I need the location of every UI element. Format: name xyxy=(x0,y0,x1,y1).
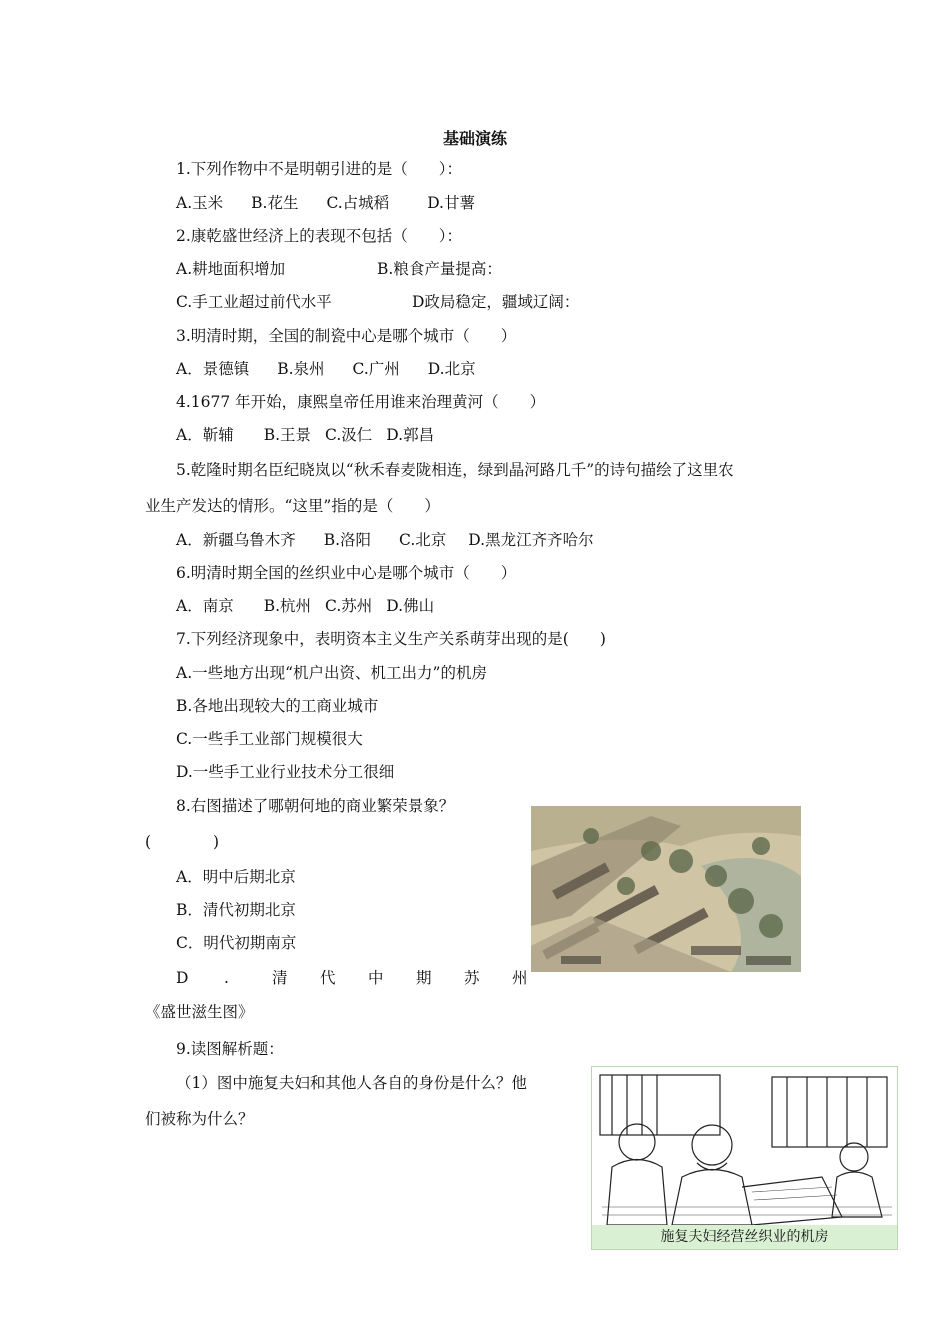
q4-option-c: C.汲仁 xyxy=(325,426,373,444)
q4-option-b: B.王景 xyxy=(263,426,312,444)
q8-option-d-char: 代 xyxy=(320,969,336,987)
q1-stem: 1.下列作物中不是明朝引进的是（ ）： xyxy=(176,160,463,178)
q3-options xyxy=(176,358,504,380)
q6-option-d: D.佛山 xyxy=(386,597,435,615)
q2-option-a: A.耕地面积增加 xyxy=(176,260,286,278)
q2-option-b: B.粮食产量提高： xyxy=(377,260,502,278)
q9-sub1-line1: （1）图中施复夫妇和其他人各自的身份是什么？他 xyxy=(176,1074,527,1092)
q8-option-a: A．明中后期北京 xyxy=(176,868,296,886)
q6-options xyxy=(176,595,462,617)
q8-option-c: C．明代初期南京 xyxy=(176,934,297,952)
q1-option-b: B.花生 xyxy=(251,194,299,212)
q9-sub1-line2: 们被称为什么？ xyxy=(145,1110,254,1128)
city-scroll-painting xyxy=(531,806,801,972)
q8-option-d-char: 州 xyxy=(512,969,528,987)
q5-option-a: A．新疆乌鲁木齐 xyxy=(176,531,296,549)
q8-option-d-char: 中 xyxy=(368,969,384,987)
silk-workshop-caption: 施复夫妇经营丝织业的机房 xyxy=(592,1225,897,1249)
q1-option-c: C.占城稻 xyxy=(326,194,390,212)
q5-stem-line1: 5.乾隆时期名臣纪晓岚以“秋禾春麦陇相连，绿到晶河路几千”的诗句描绘了这里农 xyxy=(176,461,734,479)
silk-workshop-illustration xyxy=(591,1066,898,1250)
q2-stem: 2.康乾盛世经济上的表现不包括（ ）： xyxy=(176,227,463,245)
q1-option-a: A.玉米 xyxy=(176,194,224,212)
q4-option-a: A．靳辅 xyxy=(176,426,234,444)
q2-option-d: D政局稳定，疆域辽阔： xyxy=(412,293,580,311)
q8-option-b: B．清代初期北京 xyxy=(176,901,296,919)
q3-stem: 3.明清时期，全国的制瓷中心是哪个城市（ ） xyxy=(176,327,517,345)
q6-option-a: A．南京 xyxy=(176,597,234,615)
q8-figure-caption: 《盛世滋生图》 xyxy=(145,1003,254,1021)
q4-option-d: D.郭昌 xyxy=(386,426,435,444)
q3-option-b: B.泉州 xyxy=(277,360,325,378)
q3-option-d: D.北京 xyxy=(427,360,476,378)
q5-option-b: B.洛阳 xyxy=(323,531,372,549)
q8-answer-paren: ( ) xyxy=(145,833,220,851)
q9-stem: 9.读图解析题： xyxy=(176,1040,284,1058)
q7-option-d: D.一些手工业行业技术分工很细 xyxy=(176,763,395,781)
page-title: 基础演练 xyxy=(442,129,507,148)
q5-option-c: C.北京 xyxy=(399,531,447,549)
q6-stem: 6.明清时期全国的丝织业中心是哪个城市（ ） xyxy=(176,564,517,582)
q8-option-d-char: . xyxy=(224,969,229,987)
q2-option-c: C.手工业超过前代水平 xyxy=(176,293,332,311)
q4-options xyxy=(176,424,462,446)
q1-options xyxy=(176,192,503,214)
q8-stem: 8.右图描述了哪朝何地的商业繁荣景象？ xyxy=(176,797,455,815)
q8-option-d xyxy=(176,967,560,989)
q3-option-a: A．景德镇 xyxy=(176,360,250,378)
q7-option-a: A.一些地方出现“机户出资、机工出力”的机房 xyxy=(176,664,487,682)
q8-option-d-char: 期 xyxy=(416,969,432,987)
q1-option-d: D.甘薯 xyxy=(427,194,475,212)
q5-options xyxy=(176,529,622,551)
q8-option-d-char: D xyxy=(176,969,189,987)
q5-stem-line2: 业生产发达的情形。“这里”指的是（ ） xyxy=(145,497,440,515)
q6-option-b: B.杭州 xyxy=(263,597,312,615)
q7-option-b: B.各地出现较大的工商业城市 xyxy=(176,697,379,715)
q7-stem: 7.下列经济现象中，表明资本主义生产关系萌芽出现的是( ) xyxy=(176,630,606,648)
q5-option-d: D.黑龙江齐齐哈尔 xyxy=(468,531,594,549)
q4-stem: 4.1677 年开始，康熙皇帝任用谁来治理黄河（ ） xyxy=(176,393,546,411)
q8-option-d-char: 清 xyxy=(272,969,288,987)
q8-option-d-char: 苏 xyxy=(464,969,480,987)
q6-option-c: C.苏州 xyxy=(325,597,373,615)
q3-option-c: C.广州 xyxy=(352,360,400,378)
q7-option-c: C.一些手工业部门规模很大 xyxy=(176,730,363,748)
